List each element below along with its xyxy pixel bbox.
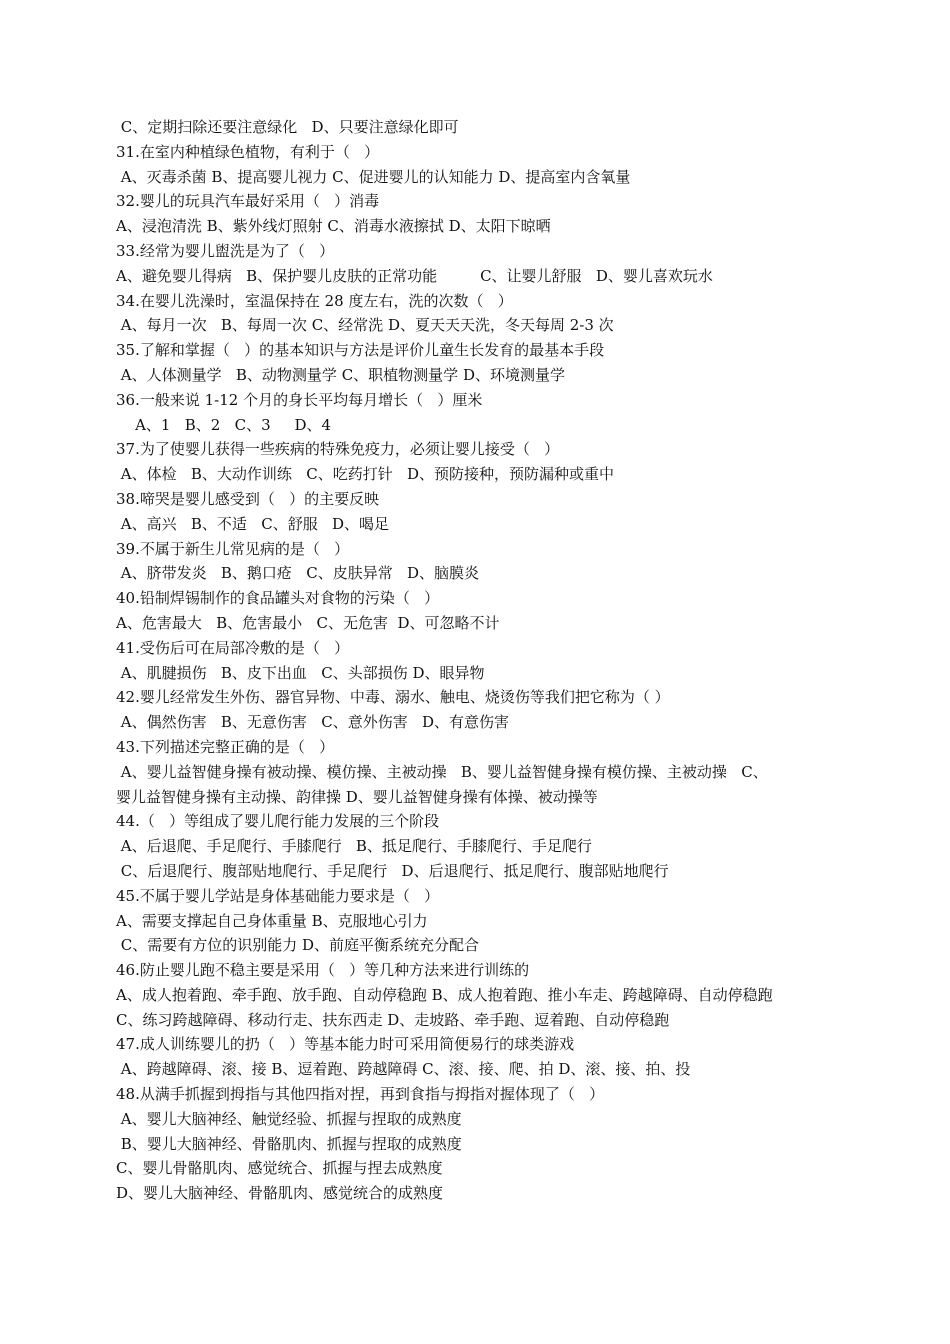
text-line: 43.下列描述完整正确的是（ ）	[116, 737, 335, 756]
text-line: A、肌腱损伤 B、皮下出血 C、头部损伤 D、眼异物	[116, 663, 485, 682]
text-line: A、脐带发炎 B、鹅口疮 C、皮肤异常 D、脑膜炎	[116, 564, 480, 583]
text-line: C、需要有方位的识别能力 D、前庭平衡系统充分配合	[116, 936, 480, 955]
text-line: 37.为了使婴儿获得一些疾病的特殊免疫力，必须让婴儿接受（ ）	[116, 440, 560, 459]
text-line: 46.防止婴儿跑不稳主要是采用（ ）等几种方法来进行训练的	[116, 961, 530, 980]
text-line: 48.从满手抓握到拇指与其他四指对捏，再到食指与拇指对握体现了（ ）	[116, 1085, 605, 1104]
text-line: 42.婴儿经常发生外伤、器官异物、中毒、溺水、触电、烧烫伤等我们把它称为（ ）	[116, 688, 670, 707]
text-line: 40.铅制焊锡制作的食品罐头对食物的污染（ ）	[116, 589, 440, 608]
text-line: 41.受伤后可在局部冷敷的是（ ）	[116, 638, 350, 657]
text-line: A、高兴 B、不适 C、舒服 D、喝足	[116, 514, 390, 533]
text-line: A、成人抱着跑、牵手跑、放手跑、自动停稳跑 B、成人抱着跑、推小车走、跨越障碍、自动停稳跑	[116, 985, 773, 1004]
text-line: A、每月一次 B、每周一次 C、经常洗 D、夏天天天洗，冬天每周 2-3 次	[116, 316, 614, 335]
text-line: C、婴儿骨骼肌肉、感觉统合、抓握与捏去成熟度	[116, 1159, 443, 1178]
text-line: 33.经常为婴儿盥洗是为了（ ）	[116, 241, 335, 260]
text-line: 38.啼哭是婴儿感受到（ ）的主要反映	[116, 489, 380, 508]
document-body	[116, 115, 846, 1206]
text-line: 36.一般来说 1-12 个月的身长平均每月增长（ ）厘米	[116, 390, 483, 409]
text-line: A、浸泡清洗 B、紫外线灯照射 C、消毒水液擦拭 D、太阳下晾晒	[116, 217, 551, 236]
text-line: A、1 B、2 C、3 D、4	[116, 415, 332, 434]
text-line: A、避免婴儿得病 B、保护婴儿皮肤的正常功能 C、让婴儿舒服 D、婴儿喜欢玩水	[116, 266, 713, 285]
text-line: 32.婴儿的玩具汽车最好采用（ ）消毒	[116, 192, 380, 211]
text-line: A、人体测量学 B、动物测量学 C、职植物测量学 D、环境测量学	[116, 365, 565, 384]
text-line: A、灭毒杀菌 B、提高婴儿视力 C、促进婴儿的认知能力 D、提高室内含氧量	[116, 167, 631, 186]
text-line: 34.在婴儿洗澡时，室温保持在 28 度左右，洗的次数（ ）	[116, 291, 513, 310]
text-line: A、需要支撑起自己身体重量 B、克服地心引力	[116, 911, 428, 930]
text-line: 39.不属于新生儿常见病的是（ ）	[116, 539, 350, 558]
text-line: D、婴儿大脑神经、骨骼肌肉、感觉统合的成熟度	[116, 1184, 444, 1203]
text-line: A、体检 B、大动作训练 C、吃药打针 D、预防接种，预防漏种或重中	[116, 465, 615, 484]
text-line: B、婴儿大脑神经、骨骼肌肉、抓握与捏取的成熟度	[116, 1134, 462, 1153]
text-line: C、定期扫除还要注意绿化 D、只要注意绿化即可	[116, 118, 459, 136]
text-line: C、练习跨越障碍、移动行走、扶东西走 D、走坡路、牵手跑、逗着跑、自动停稳跑	[116, 1010, 670, 1029]
text-line: A、跨越障碍、滚、接 B、逗着跑、跨越障碍 C、滚、接、爬、拍 D、滚、接、拍、投	[116, 1060, 691, 1079]
text-line: C、后退爬行、腹部贴地爬行、手足爬行 D、后退爬行、抵足爬行、腹部贴地爬行	[116, 861, 669, 880]
text-line: 31.在室内种植绿色植物，有利于（ ）	[116, 142, 380, 161]
text-line: 45.不属于婴儿学站是身体基础能力要求是（ ）	[116, 886, 440, 905]
text-line: A、后退爬、手足爬行、手膝爬行 B、抵足爬行、手膝爬行、手足爬行	[116, 837, 592, 856]
text-line: 47.成人训练婴儿的扔（ ）等基本能力时可采用简便易行的球类游戏	[116, 1035, 575, 1054]
text-line: 婴儿益智健身操有主动操、韵律操 D、婴儿益智健身操有体操、被动操等	[116, 787, 598, 806]
text-line: A、危害最大 B、危害最小 C、无危害 D、可忽略不计	[116, 613, 500, 632]
text-line: A、偶然伤害 B、无意伤害 C、意外伤害 D、有意伤害	[116, 713, 510, 732]
text-line: A、婴儿益智健身操有被动操、模仿操、主被动操 B、婴儿益智健身操有模仿操、主被动操 C、	[116, 762, 768, 781]
text-line: A、婴儿大脑神经、触觉经验、抓握与捏取的成熟度	[116, 1109, 462, 1128]
text-line: 35.了解和掌握（ ）的基本知识与方法是评价儿童生长发育的最基本手段	[116, 341, 605, 360]
text-line: 44.（ ）等组成了婴儿爬行能力发展的三个阶段	[116, 812, 440, 831]
